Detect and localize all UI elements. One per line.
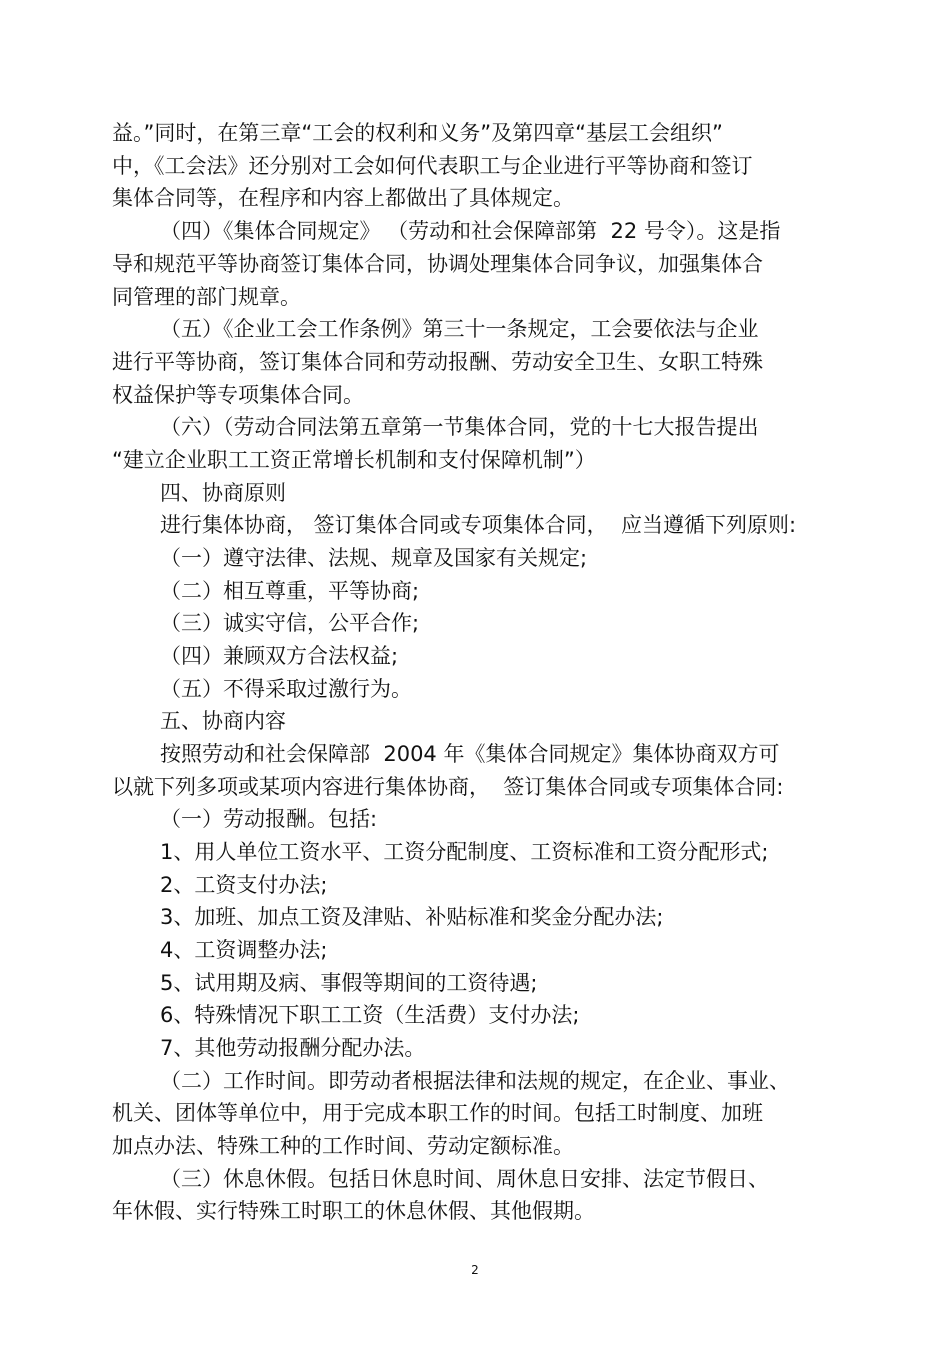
text-line: “建立企业职工工资正常增长机制和支付保障机制”） bbox=[112, 448, 596, 472]
section-heading: 五、协商内容 bbox=[160, 709, 286, 733]
list-item: 4、工资调整办法; bbox=[160, 938, 328, 962]
list-item: 2、工资支付办法; bbox=[160, 873, 328, 897]
page-number: 2 bbox=[471, 1263, 479, 1277]
list-item: （二）相互尊重，平等协商; bbox=[160, 579, 420, 603]
text-line: 中，《工会法》还分别对工会如何代表职工与企业进行平等协商和签订 bbox=[112, 154, 753, 178]
text-line: 按照劳动和社会保障部 2004 年《集体合同规定》集体协商双方可 bbox=[160, 742, 780, 766]
list-item: 6、特殊情况下职工工资（生活费）支付办法; bbox=[160, 1003, 580, 1027]
text-line: 进行集体协商， 签订集体合同或专项集体合同， 应当遵循下列原则: bbox=[160, 513, 797, 537]
list-item: （一）遵守法律、法规、规章及国家有关规定; bbox=[160, 546, 588, 570]
text-line: 加点办法、特殊工种的工作时间、劳动定额标准。 bbox=[112, 1134, 574, 1158]
list-item: （五）不得采取过激行为。 bbox=[160, 677, 412, 701]
text-line: （二）工作时间。即劳动者根据法律和法规的规定，在企业、事业、 bbox=[160, 1069, 790, 1093]
text-line: 导和规范平等协商签订集体合同，协调处理集体合同争议，加强集体合 bbox=[112, 252, 763, 276]
text-line: 益。”同时，在第三章“工会的权利和义务”及第四章“基层工会组织” bbox=[112, 121, 723, 145]
text-line: （四）《集体合同规定》 （劳动和社会保障部第 22 号令）。这是指 bbox=[160, 219, 781, 243]
text-line: （六）（劳动合同法第五章第一节集体合同，党的十七大报告提出 bbox=[160, 415, 759, 439]
text-line: 权益保护等专项集体合同。 bbox=[112, 383, 364, 407]
text-line: 年休假、实行特殊工时职工的休息休假、其他假期。 bbox=[112, 1199, 595, 1223]
list-item: 1、用人单位工资水平、工资分配制度、工资标准和工资分配形式; bbox=[160, 840, 769, 864]
text-line: 集体合同等，在程序和内容上都做出了具体规定。 bbox=[112, 186, 574, 210]
text-line: 机关、团体等单位中，用于完成本职工作的时间。包括工时制度、加班 bbox=[112, 1101, 763, 1125]
list-item: 5、试用期及病、事假等期间的工资待遇; bbox=[160, 971, 538, 995]
text-line: 同管理的部门规章。 bbox=[112, 285, 301, 309]
text-line: 以就下列多项或某项内容进行集体协商， 签订集体合同或专项集体合同: bbox=[112, 775, 784, 799]
text-line: （三）休息休假。包括日休息时间、周休息日安排、法定节假日、 bbox=[160, 1167, 769, 1191]
text-line: 进行平等协商，签订集体合同和劳动报酬、劳动安全卫生、女职工特殊 bbox=[112, 350, 763, 374]
list-item: 3、加班、加点工资及津贴、补贴标准和奖金分配办法; bbox=[160, 905, 664, 929]
list-item: 7、其他劳动报酬分配办法。 bbox=[160, 1036, 426, 1060]
text-line: （五）《企业工会工作条例》第三十一条规定，工会要依法与企业 bbox=[160, 317, 759, 341]
list-item: （一）劳动报酬。包括: bbox=[160, 807, 378, 831]
list-item: （三）诚实守信，公平合作; bbox=[160, 611, 420, 635]
list-item: （四）兼顾双方合法权益; bbox=[160, 644, 399, 668]
section-heading: 四、协商原则 bbox=[160, 481, 286, 505]
